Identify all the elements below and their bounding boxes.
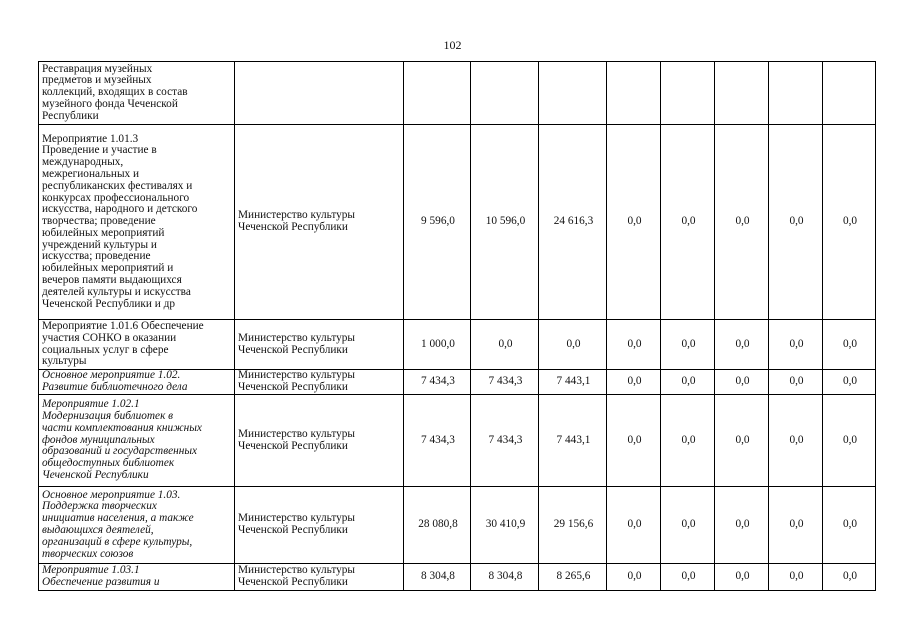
activity-name: Основное мероприятие 1.02. Развитие библиотечного дела (42, 369, 188, 393)
funding-value-cell: 0,0 (823, 395, 876, 487)
activity-name-cell (39, 564, 235, 591)
funding-value-cell: 0,0 (661, 370, 715, 395)
table-row (39, 62, 876, 125)
executor-name: Министерство культуры Чеченской Республики (238, 369, 355, 393)
executor-name: Министерство культуры Чеченской Республики (238, 564, 355, 588)
activity-name-cell (39, 125, 235, 320)
activity-name: Мероприятие 1.01.6 Обеспечение участия СОНКО в оказании социальных услуг в сфере культуры (42, 319, 204, 368)
funding-value-cell (769, 62, 823, 125)
funding-value-cell: 0,0 (715, 487, 769, 564)
funding-value-cell: 0,0 (823, 125, 876, 320)
funding-value-cell (715, 62, 769, 125)
funding-value-cell (661, 62, 715, 125)
funding-value-cell (404, 62, 471, 125)
activity-name: Мероприятие 1.02.1 Модернизация библиотек в части комплектования книжных фондов муниципальных образований и государственных общедоступных библиотек Чеченской Республики (42, 398, 202, 481)
funding-value-cell: 0,0 (823, 320, 876, 370)
funding-value-cell: 7 434,3 (471, 370, 539, 395)
executor-cell (235, 564, 404, 591)
funding-value-cell: 0,0 (607, 487, 661, 564)
executor-cell (235, 370, 404, 395)
funding-value-cell: 0,0 (715, 370, 769, 395)
funding-value-cell: 0,0 (715, 564, 769, 591)
funding-value-cell: 0,0 (607, 370, 661, 395)
table-row (39, 125, 876, 320)
funding-value-cell: 7 434,3 (404, 370, 471, 395)
page-number: 102 (443, 38, 462, 52)
funding-value-cell: 0,0 (661, 487, 715, 564)
funding-value-cell: 0,0 (769, 370, 823, 395)
funding-value-cell: 7 443,1 (539, 370, 607, 395)
table-row (39, 370, 876, 395)
table-row (39, 487, 876, 564)
table-body (39, 62, 876, 591)
funding-value-cell: 0,0 (769, 487, 823, 564)
funding-value-cell: 8 304,8 (471, 564, 539, 591)
executor-name: Министерство культуры Чеченской Республики (238, 209, 355, 233)
funding-value-cell: 0,0 (661, 320, 715, 370)
funding-value-cell: 8 265,6 (539, 564, 607, 591)
funding-value-cell: 7 434,3 (471, 395, 539, 487)
funding-value-cell: 0,0 (823, 370, 876, 395)
activity-name: Мероприятие 1.01.3 Проведение и участие в международных, межрегиональных и республиканских фестивалях и конкурсах профессионального искусства, народного и детского творчества; проведение юбилейных мероприятий учреждений культуры и искусства; проведение юбилейных мероприятий и вечеров памяти выдающихся деятелей культуры и искусства Чеченской Республики и др (42, 132, 198, 310)
activity-name: Реставрация музейных предметов и музейных коллекций, входящих в состав музейного фонда Чеченской Республики (42, 62, 188, 122)
table-row (39, 320, 876, 370)
funding-value-cell: 0,0 (471, 320, 539, 370)
funding-value-cell (823, 62, 876, 125)
activity-name-cell (39, 370, 235, 395)
funding-value-cell (539, 62, 607, 125)
executor-cell (235, 320, 404, 370)
funding-value-cell: 0,0 (661, 395, 715, 487)
funding-value-cell: 0,0 (607, 320, 661, 370)
funding-value-cell: 0,0 (769, 564, 823, 591)
funding-value-cell: 9 596,0 (404, 125, 471, 320)
activity-name-cell (39, 320, 235, 370)
executor-cell (235, 487, 404, 564)
funding-value-cell: 0,0 (823, 487, 876, 564)
activity-name-cell (39, 62, 235, 125)
funding-value-cell: 0,0 (823, 564, 876, 591)
funding-value-cell: 29 156,6 (539, 487, 607, 564)
funding-value-cell: 0,0 (607, 125, 661, 320)
executor-name: Министерство культуры Чеченской Республики (238, 331, 355, 356)
funding-value-cell: 0,0 (715, 395, 769, 487)
funding-value-cell (607, 62, 661, 125)
funding-value-cell: 30 410,9 (471, 487, 539, 564)
funding-value-cell: 1 000,0 (404, 320, 471, 370)
executor-name: Министерство культуры Чеченской Республики (238, 427, 355, 452)
funding-value-cell: 8 304,8 (404, 564, 471, 591)
funding-value-cell: 24 616,3 (539, 125, 607, 320)
funding-value-cell: 0,0 (607, 395, 661, 487)
funding-value-cell: 7 434,3 (404, 395, 471, 487)
executor-name: Министерство культуры Чеченской Республики (238, 512, 355, 536)
activity-name: Мероприятие 1.03.1 Обеспечение развития и (42, 564, 160, 588)
funding-value-cell: 0,0 (769, 125, 823, 320)
funding-value-cell: 0,0 (661, 125, 715, 320)
executor-cell (235, 125, 404, 320)
funding-value-cell: 0,0 (769, 320, 823, 370)
funding-value-cell: 0,0 (715, 125, 769, 320)
table-row (39, 564, 876, 591)
executor-cell (235, 62, 404, 125)
funding-value-cell: 10 596,0 (471, 125, 539, 320)
funding-value-cell: 0,0 (769, 395, 823, 487)
executor-cell (235, 395, 404, 487)
funding-value-cell: 0,0 (715, 320, 769, 370)
activity-name: Основное мероприятие 1.03. Поддержка творческих инициатив населения, а также выдающихся деятелей, организаций в сфере культуры, творческих союзов (42, 488, 194, 560)
funding-value-cell: 7 443,1 (539, 395, 607, 487)
funding-value-cell: 0,0 (539, 320, 607, 370)
budget-table (38, 61, 876, 591)
funding-value-cell (471, 62, 539, 125)
funding-value-cell: 0,0 (607, 564, 661, 591)
activity-name-cell (39, 395, 235, 487)
funding-value-cell: 0,0 (661, 564, 715, 591)
table-row (39, 395, 876, 487)
activity-name-cell (39, 487, 235, 564)
funding-value-cell: 28 080,8 (404, 487, 471, 564)
